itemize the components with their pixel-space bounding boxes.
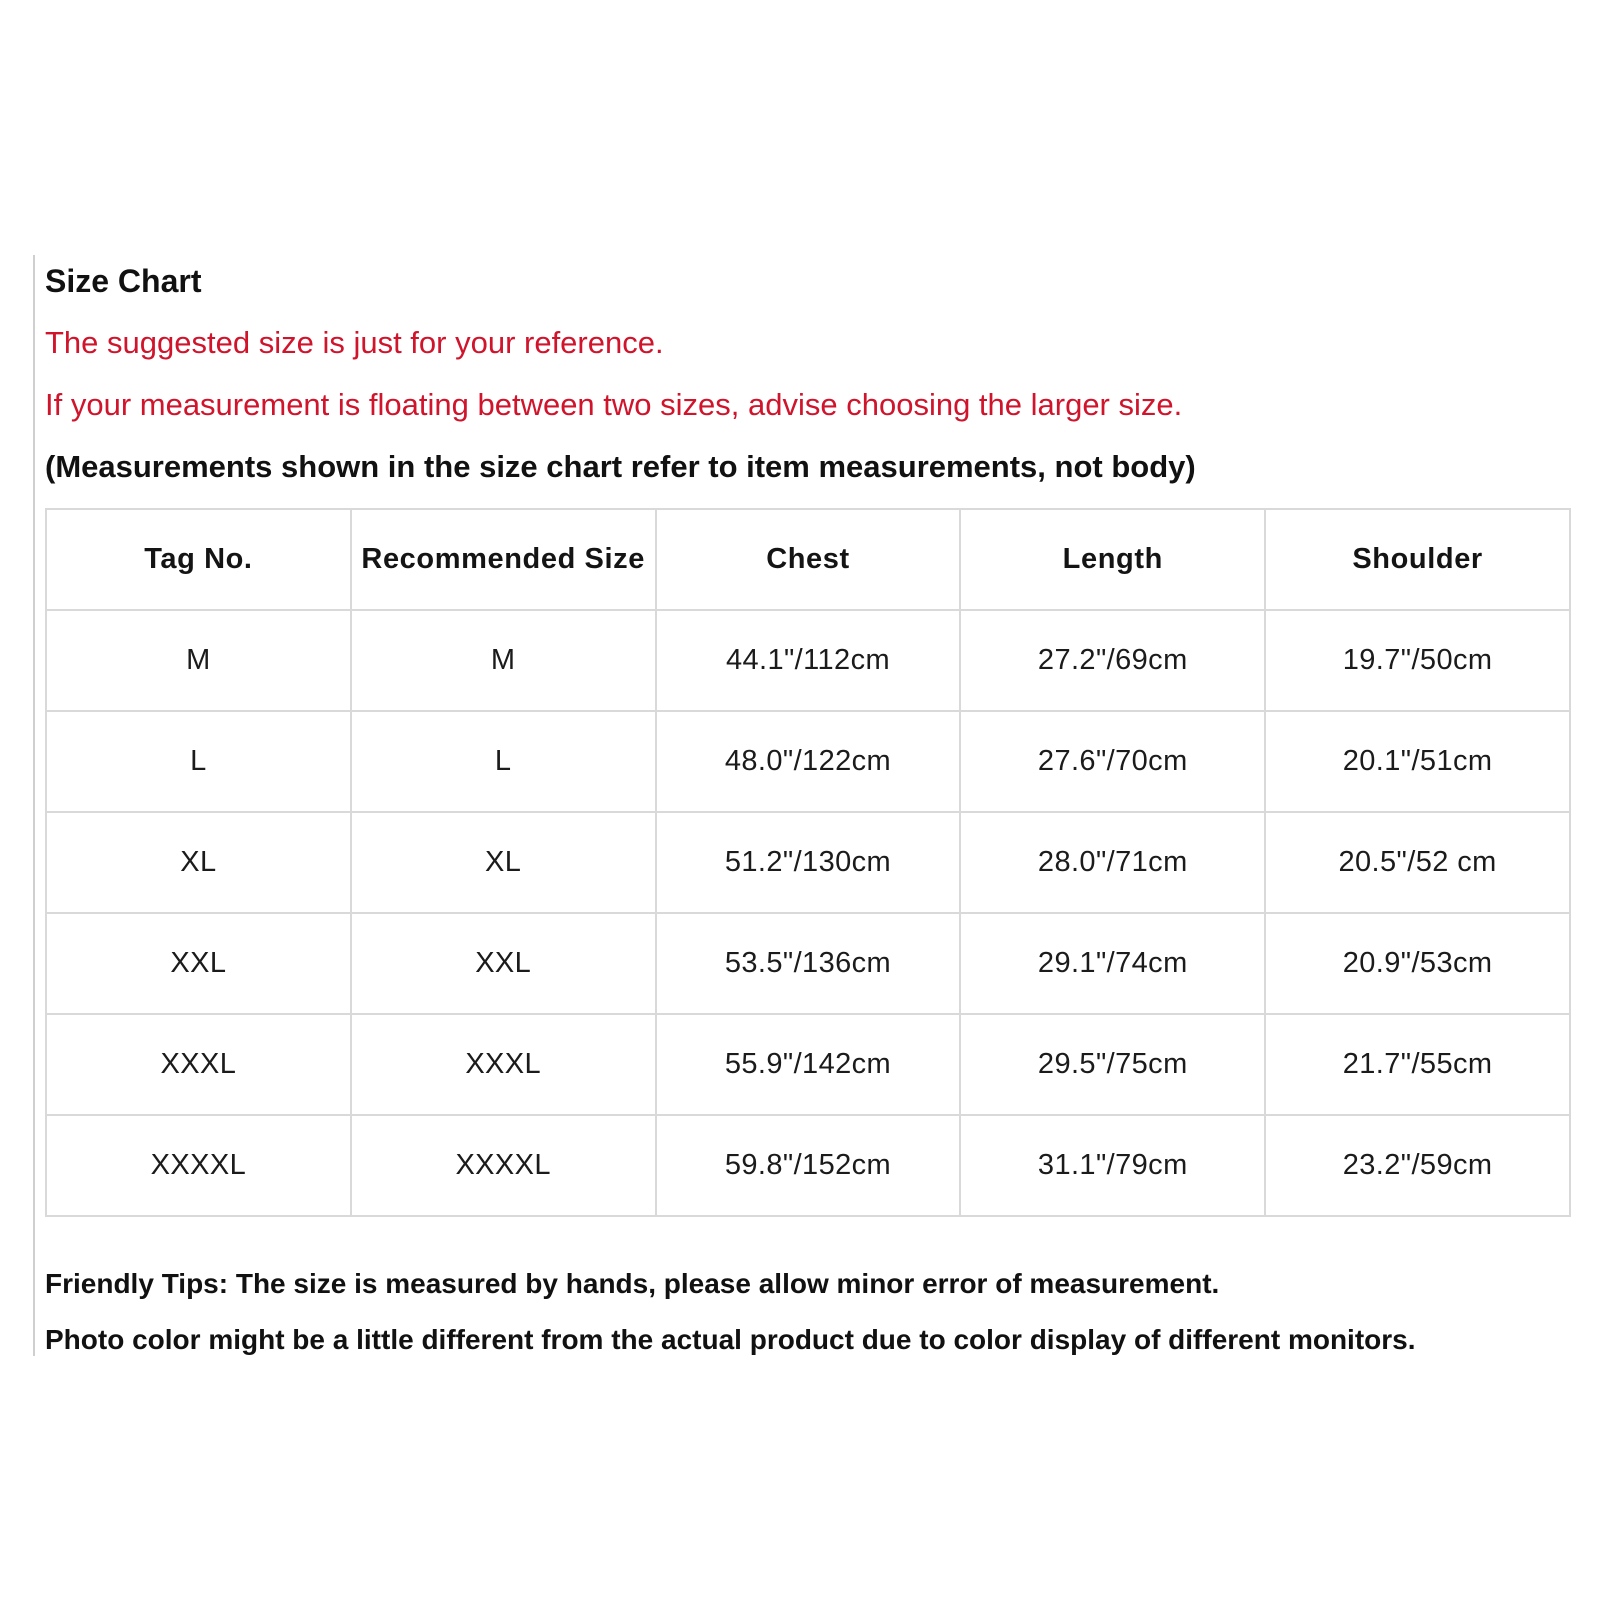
table-cell: 23.2"/59cm (1265, 1115, 1570, 1216)
table-cell: XXXXL (46, 1115, 351, 1216)
measurement-note: (Measurements shown in the size chart refer to item measurements, not body) (45, 449, 1196, 484)
table-cell: M (351, 610, 656, 711)
page-title: Size Chart (45, 263, 202, 299)
size-table (45, 508, 1571, 1217)
table-cell: 21.7"/55cm (1265, 1014, 1570, 1115)
size-chart-block (33, 255, 1575, 1356)
table-cell: L (46, 711, 351, 812)
table-row (46, 610, 1570, 711)
table-row (46, 711, 1570, 812)
header-recommended-size: Recommended Size (351, 509, 656, 610)
friendly-tip: Friendly Tips: The size is measured by hands, please allow minor error of measurement. (45, 1268, 1220, 1299)
header-length: Length (960, 509, 1265, 610)
table-cell: 48.0"/122cm (656, 711, 961, 812)
table-cell: XXL (46, 913, 351, 1014)
table-cell: M (46, 610, 351, 711)
reference-note: The suggested size is just for your reference. (45, 325, 664, 360)
table-row (46, 913, 1570, 1014)
table-cell: 44.1"/112cm (656, 610, 961, 711)
table-cell: XXXL (46, 1014, 351, 1115)
table-cell: XL (351, 812, 656, 913)
table-cell: 20.1"/51cm (1265, 711, 1570, 812)
table-cell: 19.7"/50cm (1265, 610, 1570, 711)
table-cell: L (351, 711, 656, 812)
table-cell: 29.5"/75cm (960, 1014, 1265, 1115)
table-cell: XXXXL (351, 1115, 656, 1216)
size-advice-note: If your measurement is floating between two sizes, advise choosing the larger size. (45, 387, 1183, 422)
table-cell: 53.5"/136cm (656, 913, 961, 1014)
table-cell: XL (46, 812, 351, 913)
table-cell: 20.5"/52 cm (1265, 812, 1570, 913)
table-row (46, 812, 1570, 913)
table-cell: 27.2"/69cm (960, 610, 1265, 711)
table-row (46, 1115, 1570, 1216)
color-disclaimer: Photo color might be a little different from the actual product due to color display of different monitors. (45, 1324, 1416, 1355)
table-header-row (46, 509, 1570, 610)
header-shoulder: Shoulder (1265, 509, 1570, 610)
table-cell: 55.9"/142cm (656, 1014, 961, 1115)
table-row (46, 1014, 1570, 1115)
header-chest: Chest (656, 509, 961, 610)
table-cell: XXL (351, 913, 656, 1014)
table-cell: XXXL (351, 1014, 656, 1115)
table-cell: 27.6"/70cm (960, 711, 1265, 812)
table-cell: 51.2"/130cm (656, 812, 961, 913)
header-tag-no: Tag No. (46, 509, 351, 610)
table-cell: 28.0"/71cm (960, 812, 1265, 913)
table-cell: 59.8"/152cm (656, 1115, 961, 1216)
table-cell: 31.1"/79cm (960, 1115, 1265, 1216)
table-cell: 29.1"/74cm (960, 913, 1265, 1014)
table-cell: 20.9"/53cm (1265, 913, 1570, 1014)
